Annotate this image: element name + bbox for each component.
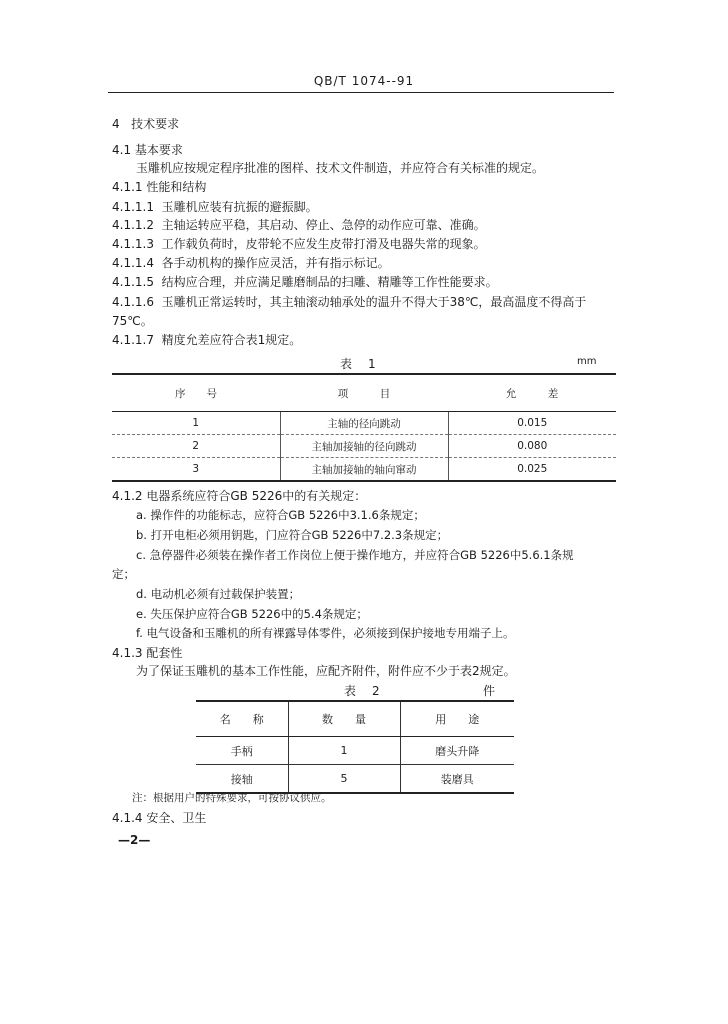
clause-text: 工作载负荷时，皮带轮不应发生皮带打滑及电器失常的现象。 [161,237,486,251]
list-label: c. [136,548,146,562]
column-header: 用 途 [400,701,514,737]
clause-4-1-1-5 [112,273,498,290]
table-cell: 0.015 [448,412,616,435]
clause-4-1-1-6 [112,293,586,310]
table-cell: 5 [288,765,400,794]
clause-number: 4.1.1.4 [112,256,154,270]
table-1 [112,373,616,482]
paragraph-4-1-3: 为了保证玉雕机的基本工作性能，应配齐附件，附件应不少于表2规定。 [136,664,516,678]
clause-text: 各手动机构的操作应灵活，并有指示标记。 [161,256,390,270]
table-row [196,765,514,794]
clause-text: 结构应合理，并应满足雕磨制品的扫雕、精雕等工作性能要求。 [161,275,498,289]
clause-4-1-1-1 [112,198,318,215]
table-cell: 装磨具 [400,765,514,794]
clause-4-1-1-2 [112,216,486,233]
table2-unit: 件 [483,684,496,698]
table-cell: 主轴加接轴的径向跳动 [280,435,448,458]
clause-4-1-1-6-continued: 75℃。 [112,314,153,328]
column-header: 名 称 [196,701,288,737]
heading-4-1-1: 4.1.1 性能和结构 [112,180,207,194]
list-label: d. [136,587,147,601]
table-cell: 3 [112,458,280,482]
table1-unit: mm [577,356,597,367]
clause-number: 4.1.1.3 [112,237,154,251]
table-cell: 2 [112,435,280,458]
clause-number: 4.1.1.6 [112,295,154,309]
clause-4-1-1-4 [112,254,390,271]
clause-4-1-1-3 [112,235,486,252]
table-cell: 1 [112,412,280,435]
table-cell: 接轴 [196,765,288,794]
table-row [112,435,616,458]
column-header: 项 目 [280,374,448,412]
table-cell: 0.080 [448,435,616,458]
table-cell: 主轴加接轴的轴向窜动 [280,458,448,482]
table2-caption: 表 2 [344,684,382,698]
column-header: 数 量 [288,701,400,737]
table-cell: 手柄 [196,737,288,765]
list-label: b. [136,528,147,542]
heading-4-1: 4.1 基本要求 [112,143,183,157]
table-row [112,458,616,482]
column-header: 序 号 [112,374,280,412]
list-item-b [136,527,448,543]
clause-text: 精度允差应符合表1规定。 [161,333,302,347]
list-item-d [136,586,300,602]
list-item-c [136,547,574,563]
clause-number: 4.1.1.7 [112,333,154,347]
header-rule [108,92,614,93]
clause-number: 4.1.1.2 [112,218,154,232]
table-cell: 1 [288,737,400,765]
section-number: 4 [112,117,120,131]
heading-4-1-4: 4.1.4 安全、卫生 [112,811,207,825]
table-cell: 主轴的径向跳动 [280,412,448,435]
column-header: 允 差 [448,374,616,412]
clause-text: 玉雕机正常运转时，其主轴滚动轴承处的温升不得大于38℃，最高温度不得高于 [161,295,587,309]
list-text: 打开电柜必须用钥匙，门应符合GB 5226中7.2.3条规定； [150,528,449,542]
list-item-a [136,507,425,523]
list-item-f [136,625,515,641]
table-2 [196,700,514,794]
heading-4-1-2: 4.1.2 电器系统应符合GB 5226中的有关规定： [112,489,367,503]
table-cell: 磨头升降 [400,737,514,765]
list-text: 电气设备和玉雕机的所有裸露导体零件，必须接到保护接地专用端子上。 [146,626,515,640]
clause-text: 主轴运转应平稳，其启动、停止、急停的动作应可靠、准确。 [161,218,486,232]
paragraph-4-1: 玉雕机应按规定程序批准的图样、技术文件制造，并应符合有关标准的规定。 [136,161,545,175]
list-text: 急停器件必须装在操作者工作岗位上便于操作地方，并应符合GB 5226中5.6.1条规 [149,548,574,562]
list-label: a. [136,508,147,522]
list-item-e [136,606,368,622]
section-heading [112,115,179,132]
list-text: 电动机必须有过载保护装置； [150,587,301,601]
table-cell: 0.025 [448,458,616,482]
list-item-c-continued: 定； [112,567,135,581]
list-label: f. [136,626,143,640]
clause-number: 4.1.1.5 [112,275,154,289]
clause-4-1-1-7 [112,331,301,348]
table-header-row [196,701,514,737]
clause-number: 4.1.1.1 [112,200,154,214]
table-row [112,412,616,435]
list-text: 操作件的功能标志，应符合GB 5226中3.1.6条规定； [150,508,425,522]
standard-number: QB/T 1074--91 [313,74,415,88]
clause-text: 玉雕机应装有抗振的避振脚。 [161,200,318,214]
section-title: 技术要求 [131,117,180,131]
table1-caption: 表 1 [340,357,378,371]
list-label: e. [136,607,147,621]
list-text: 失压保护应符合GB 5226中的5.4条规定； [150,607,368,621]
table2-note: 注：根据用户的特殊要求，可按协议供应。 [132,792,332,804]
heading-4-1-3: 4.1.3 配套性 [112,646,183,660]
table-row [196,737,514,765]
table-header-row [112,374,616,412]
page-number: —2— [118,833,151,847]
